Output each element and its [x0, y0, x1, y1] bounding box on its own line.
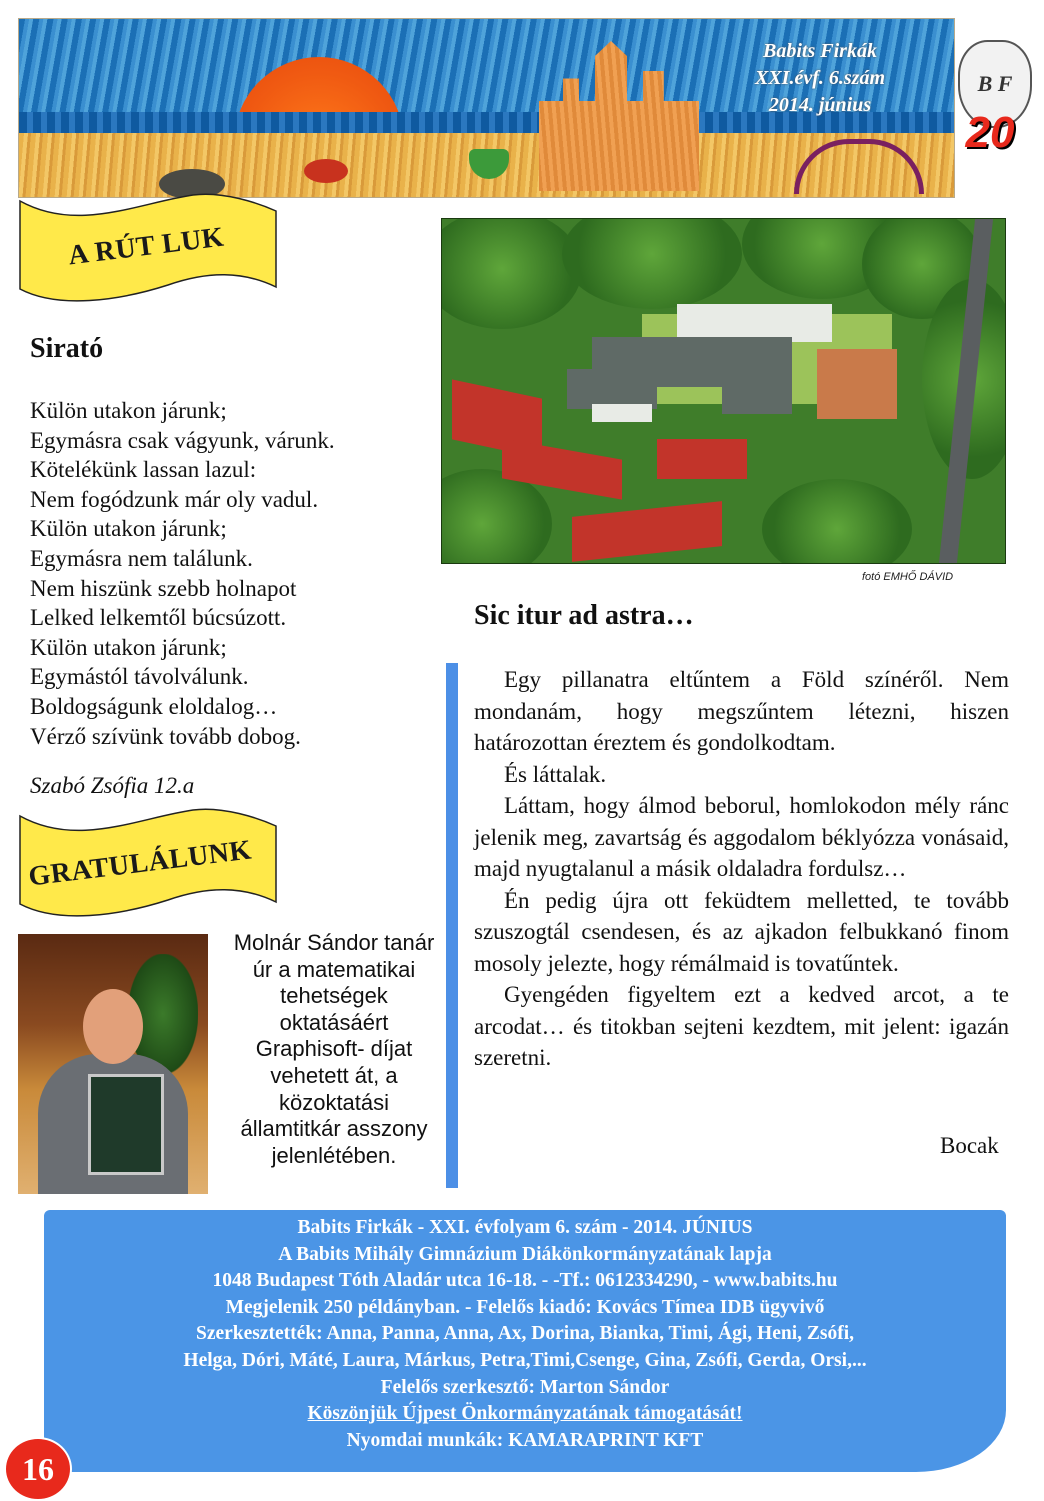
masthead-title: Babits Firkák	[763, 40, 877, 62]
poem-line: Egymásra csak vágyunk, várunk.	[30, 427, 335, 453]
congrats-line: úr a matematikai	[252, 956, 416, 982]
section-flag-rutluk	[18, 193, 278, 311]
article-title: Sic itur ad astra…	[474, 600, 694, 631]
article-paragraph: Egy pillanatra eltűntem a Föld színéről. Nem mondanám, hogy megszűntem létezni, hiszen határozottan éreztem és gondolkodtam.	[474, 667, 1009, 755]
masthead-date: 2014. június	[768, 94, 872, 116]
article-paragraph: És láttalak.	[504, 761, 607, 787]
impressum-line: Szerkesztették: Anna, Panna, Anna, Ax, Dorina, Bianka, Timi, Ági, Heni, Zsófi,	[195, 1323, 855, 1345]
impressum-line: Felelős szerkesztő: Marton Sándor	[380, 1376, 670, 1398]
poem-line: Nem fogódzunk már oly vadul.	[30, 486, 319, 512]
poem-line: Boldogságunk eloldalog…	[30, 693, 278, 719]
impressum-line: 1048 Budapest Tóth Aladár utca 16-18. - -Tf.: 0612334290, - www.babits.hu	[212, 1270, 838, 1292]
impressum-text	[44, 1215, 1006, 1454]
congrats-line: közoktatási	[278, 1089, 390, 1115]
flag-label-rutluk: A RÚT LUK	[66, 221, 226, 272]
masthead	[700, 38, 940, 119]
page-number-badge: 16	[4, 1437, 72, 1501]
article-author: Bocak	[940, 1133, 999, 1158]
poem-line: Egymástól távolválunk.	[30, 664, 249, 690]
section-flag-gratulalunk	[18, 808, 278, 926]
impressum-line: A Babits Mihály Gimnázium Diákönkormányzatának lapja	[278, 1243, 772, 1265]
congrats-line: jelenlétében.	[271, 1142, 397, 1168]
congratulations-text	[218, 930, 450, 1169]
impressum-line: Megjelenik 250 példányban. - Felelős kiadó: Kovács Tímea IDB ügyvivő	[225, 1296, 825, 1318]
award-certificate	[88, 1074, 164, 1175]
logo-letters: B F	[977, 71, 1013, 96]
poem-line: Lelked lelkemtől búcsúzott.	[30, 605, 287, 631]
congrats-line: államtitkár asszony	[240, 1116, 428, 1142]
congrats-line: oktatásáért	[279, 1009, 389, 1035]
congrats-line: vehetett át, a	[270, 1062, 398, 1088]
poem-line: Külön utakon járunk;	[30, 398, 227, 423]
impressum-line: Babits Firkák - XXI. évfolyam 6. szám - 2014. JÚNIUS	[297, 1217, 753, 1238]
photo-credit: fotó EMHŐ DÁVID	[862, 571, 954, 583]
crab-drawing	[304, 159, 348, 183]
poem-line: Kötelékünk lassan lazul:	[30, 457, 257, 483]
masthead-volume: XXI.évf. 6.szám	[755, 67, 885, 89]
congrats-line: Molnár Sándor tanár	[233, 930, 435, 955]
congrats-line: tehetségek	[280, 983, 388, 1009]
issue-badge: 20	[965, 108, 1015, 157]
article-body	[474, 664, 1009, 1074]
article-paragraph: Én pedig újra ott feküdtem melletted, te tovább szuszogtál csendesen, és az ajkadon felbukkanó finom mosoly jelezte, hogy rémálmaid is tovatűntek.	[474, 887, 1009, 976]
poem-title: Sirató	[30, 333, 104, 364]
poem-line: Vérző szívünk tovább dobog.	[30, 723, 301, 749]
poem-line: Nem hiszünk szebb holnapot	[30, 575, 297, 601]
thanks-link[interactable]: Köszönjük Újpest Önkormányzatának támogatását!	[307, 1403, 743, 1425]
poem-line: Külön utakon járunk;	[30, 516, 227, 542]
flag-label-gratulalunk: GRATULÁLUNK	[26, 834, 254, 893]
poem-author: Szabó Zsófia 12.a	[30, 773, 195, 798]
poem-line: Külön utakon járunk;	[30, 634, 227, 660]
impressum-line: Helga, Dóri, Máté, Laura, Márkus, Petra,Timi,Csenge, Gina, Zsófi, Gerda, Orsi,...	[183, 1349, 867, 1371]
poem-body	[30, 396, 335, 751]
poem-line: Egymásra nem találunk.	[30, 545, 253, 571]
teacher-portrait-photo	[18, 934, 208, 1194]
printer-line: Nyomdai munkák: KAMARAPRINT KFT	[346, 1429, 704, 1451]
school-aerial-photo	[441, 218, 1006, 564]
congrats-line: Graphisoft- díjat	[255, 1036, 413, 1062]
article-paragraph: Láttam, hogy álmod beborul, homlokodon mély ránc jelenik meg, zavartság és aggodalom béklyózza vonásaid, majd nyugtalanul a másik oldaladra fordulsz…	[474, 793, 1009, 881]
article-paragraph: Gyengéden figyeltem ezt a kedved arcot, a te arcodat… és titokban sejteni kezdtem, mit jelent: igazán szeretni.	[474, 982, 1009, 1070]
